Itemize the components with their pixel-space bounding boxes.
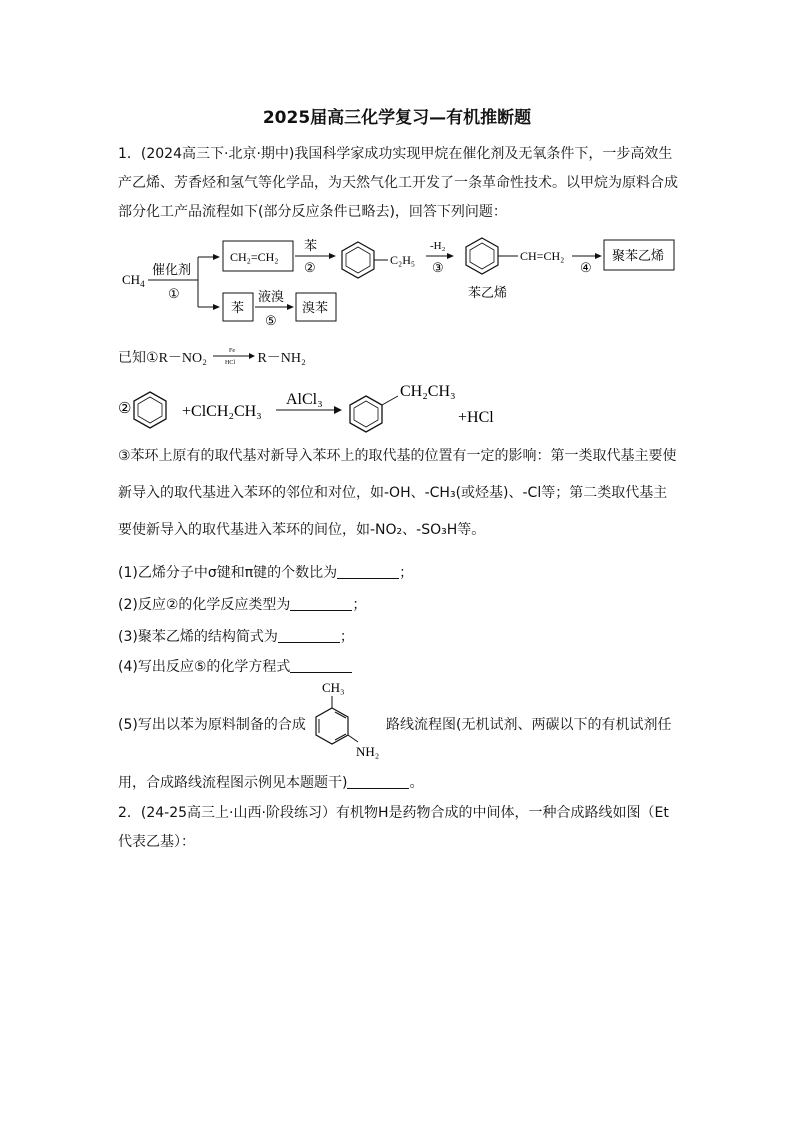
benzene-reagent: 苯 (304, 239, 318, 254)
known-2-reaction (116, 376, 536, 436)
bromobenzene-box: 溴苯 (302, 301, 329, 316)
target-ch3: CH₃ (322, 680, 345, 695)
answer-blank-3[interactable] (278, 628, 340, 643)
benzene-box: 苯 (231, 301, 245, 316)
ethylene-box: CH₂=CH₂ (230, 250, 279, 264)
sub-question-3: (3)聚苯乙烯的结构简式为 ； (118, 629, 354, 645)
sub-question-5-line1b: 路线流程图(无机试剂、两碳以下的有机试剂任 (386, 717, 672, 733)
target-molecule (298, 676, 388, 762)
known-2-product-ring (350, 396, 382, 432)
svg-text:HCl: HCl (225, 360, 236, 366)
polystyrene-box: 聚苯乙烯 (612, 249, 665, 264)
step-1-label: ① (168, 286, 180, 301)
question-1-intro: 1．(2024高三下·北京·期中)我国科学家成功实现甲烷在催化剂及无氧条件下，一步高效生产乙烯、芳香烃和氢气等化学品，为天然气化工开发了一条革命性技术。以甲烷为原料合成部分化工产品流程如下(部分反应条件已略去)，回答下列问题： (118, 146, 678, 220)
sub-question-5-line1: (5)写出以苯为原料制备的合成 (118, 717, 306, 733)
known-2-hcl: +HCl (458, 409, 494, 426)
vinyl-group: CH=CH₂ (520, 249, 565, 263)
ch4-label: $CH_4$ (122, 272, 145, 289)
step-3-label: ③ (432, 260, 444, 275)
answer-blank-1[interactable] (337, 564, 399, 579)
minus-h2-label: -H₂ (430, 240, 446, 252)
question-2-intro: 2．(24-25高三上·山西·阶段练习）有机物H是药物合成的中间体，一种合成路线如图（Et代表乙基）： (118, 805, 669, 850)
styrene-ring (466, 238, 498, 274)
catalyst-label: 催化剂 (152, 263, 192, 278)
answer-blank-4[interactable] (290, 658, 352, 673)
known-2-reagent: +ClCH₂CH₃ (182, 403, 262, 420)
step-5-label: ⑤ (265, 313, 277, 328)
known-1-arrow (211, 346, 257, 366)
svg-text:Fe: Fe (229, 348, 236, 354)
ethyl-group: C₂H₅ (390, 253, 416, 267)
sub-question-1: (1)乙烯分子中σ键和π键的个数比为 ； (118, 565, 414, 581)
known-2-ethyl: CH₂CH₃ (400, 383, 456, 400)
page-title: 2025届高三化学复习—有机推断题 (262, 108, 532, 128)
known-2-catalyst: AlCl₃ (286, 391, 323, 408)
answer-blank-5[interactable] (347, 774, 409, 789)
step-2-label: ② (304, 260, 316, 275)
step-4-label: ④ (580, 260, 592, 275)
sub-question-2: (2)反应②的化学反应类型为 ； (118, 597, 367, 613)
sub-question-4: (4)写出反应⑤的化学方程式 (118, 656, 352, 676)
styrene-label: 苯乙烯 (468, 286, 508, 301)
known-3: ③苯环上原有的取代基对新导入苯环上的取代基的位置有一定的影响：第一类取代基主要使新导入的取代基进入苯环的邻位和对位，如-OH、-CH₃(或烃基)、-Cl等；第二类取代基主要使新导入的取代基进入苯环的间位，如-NO₂、-SO₃H等。 (118, 448, 677, 538)
answer-blank-2[interactable] (290, 596, 352, 611)
target-nh2: NH₂ (356, 744, 380, 759)
liquid-bromine-label: 液溴 (258, 290, 285, 305)
ethylbenzene-ring (342, 242, 374, 278)
sub-question-5-line2: 用，合成路线流程图示例见本题题干) 。 (118, 775, 424, 791)
known-2-benzene-ring (134, 392, 166, 428)
known-1: 已知①R－NO₂ Fe HCl R－NH₂ (118, 348, 306, 366)
svg-text:②: ② (118, 401, 132, 417)
reaction-scheme (110, 232, 690, 332)
